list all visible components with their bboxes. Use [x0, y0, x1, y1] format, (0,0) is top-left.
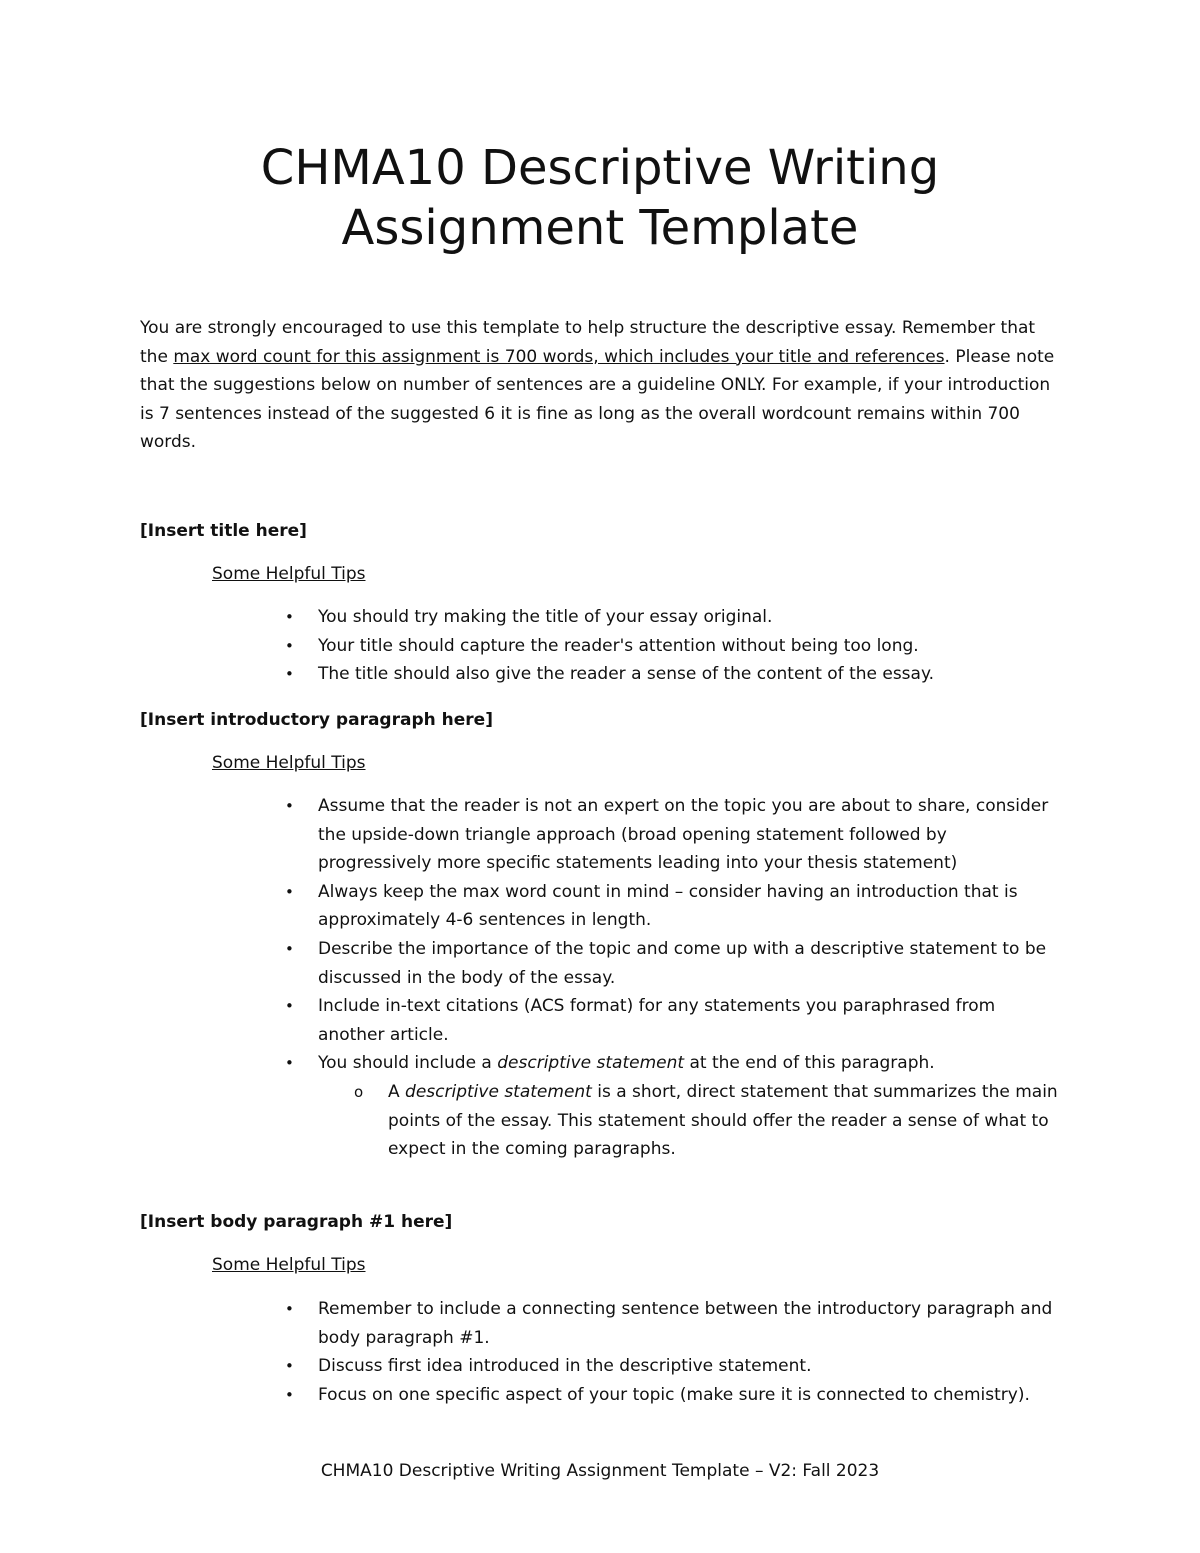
- bullet-icon: •: [285, 1300, 294, 1318]
- list-item: [140, 1295, 1060, 1352]
- list-item-text: You should try making the title of your essay original.: [318, 607, 773, 627]
- sub-bullet-icon: o: [354, 1082, 364, 1101]
- list-item-text: Always keep the max word count in mind – consider having an introduction that is approximately 4-6 sentences in length.: [318, 881, 1018, 931]
- sub-list-item: [318, 1078, 1060, 1164]
- section-intro-heading: [Insert introductory paragraph here]: [140, 710, 493, 730]
- section-body1-tips-label: Some Helpful Tips: [212, 1255, 366, 1275]
- bullet-icon: •: [285, 665, 294, 684]
- bullet-icon: •: [285, 939, 294, 958]
- list-item: [140, 1381, 1060, 1410]
- section-title-heading: [Insert title here]: [140, 521, 307, 541]
- list-item: [140, 878, 1060, 935]
- bullet-icon: •: [285, 797, 294, 815]
- list-item-text: You should include a: [318, 1053, 498, 1074]
- intro-text-2: . Please note that the suggestions below on number of sentences are a guideline ONLY. For example, if your introduction is 7 sentences instead of the suggested 6 it is fine as long as the overall wordcount remains within 700 words.: [140, 346, 1055, 453]
- section-intro-tips-list: [140, 792, 1060, 1164]
- list-item-italic-text: descriptive statement: [497, 1053, 685, 1074]
- list-item: [140, 660, 1060, 689]
- bullet-icon: •: [285, 608, 294, 626]
- section-title-tips-label: Some Helpful Tips: [212, 564, 366, 584]
- list-item-text: at the end of this paragraph.: [684, 1053, 935, 1074]
- bullet-icon: •: [285, 1385, 294, 1404]
- bullet-icon: •: [285, 636, 294, 655]
- section-intro-tips-label: Some Helpful Tips: [212, 753, 366, 773]
- list-item: [140, 1049, 1060, 1163]
- bullet-icon: •: [285, 1054, 294, 1073]
- section-body1-tips-list: [140, 1295, 1060, 1409]
- section-body1-heading: [Insert body paragraph #1 here]: [140, 1212, 453, 1232]
- bullet-icon: •: [285, 882, 294, 901]
- page-footer: CHMA10 Descriptive Writing Assignment Template – V2: Fall 2023: [320, 1461, 880, 1481]
- list-item: [140, 992, 1060, 1049]
- list-item-text: The title should also give the reader a sense of the content of the essay.: [318, 664, 935, 685]
- title-line-1: CHMA10 Descriptive Writing: [260, 140, 940, 196]
- intro-underlined-text: max word count for this assignment is 700 words, which includes your title and references: [173, 346, 945, 367]
- list-item-text: Include in-text citations (ACS format) for any statements you paraphrased from another article.: [318, 996, 996, 1045]
- intro-text-1: You are strongly encouraged to use this template to help structure the descriptive essay. Remember that the: [140, 318, 1036, 367]
- bullet-icon: •: [285, 997, 294, 1016]
- section-title-tips-list: [140, 603, 1060, 689]
- title-line-2: Assignment Template: [341, 200, 859, 256]
- list-item-text: Describe the importance of the topic and come up with a descriptive statement to be discussed in the body of the essay.: [318, 938, 1047, 988]
- sub-list: [318, 1078, 1060, 1164]
- sub-list-item-text: A: [388, 1081, 406, 1102]
- list-item-text: Assume that the reader is not an expert on the topic you are about to share, consider the upside-down triangle approach (broad opening statement followed by progressively more specific statements leading into your thesis statement): [318, 796, 1049, 874]
- list-item-text: Focus on one specific aspect of your topic (make sure it is connected to chemistry).: [318, 1384, 1030, 1405]
- list-item-text: Discuss first idea introduced in the descriptive statement.: [318, 1356, 812, 1377]
- document-title: [120, 138, 1080, 258]
- list-item: [140, 935, 1060, 992]
- list-item: [140, 632, 1060, 661]
- list-item: [140, 603, 1060, 632]
- sub-list-item-italic-text: descriptive statement: [405, 1081, 592, 1102]
- list-item: [140, 792, 1060, 878]
- sub-list-item-text: is a short, direct statement that summarizes the main points of the essay. This statement should offer the reader a sense of what to expect in the coming paragraphs.: [388, 1081, 1058, 1160]
- list-item-text: Your title should capture the reader's attention without being too long.: [318, 635, 919, 656]
- bullet-icon: •: [285, 1357, 294, 1376]
- intro-paragraph: [140, 314, 1060, 457]
- list-item-text: Remember to include a connecting sentence between the introductory paragraph and body paragraph #1.: [318, 1299, 1053, 1348]
- list-item: [140, 1352, 1060, 1381]
